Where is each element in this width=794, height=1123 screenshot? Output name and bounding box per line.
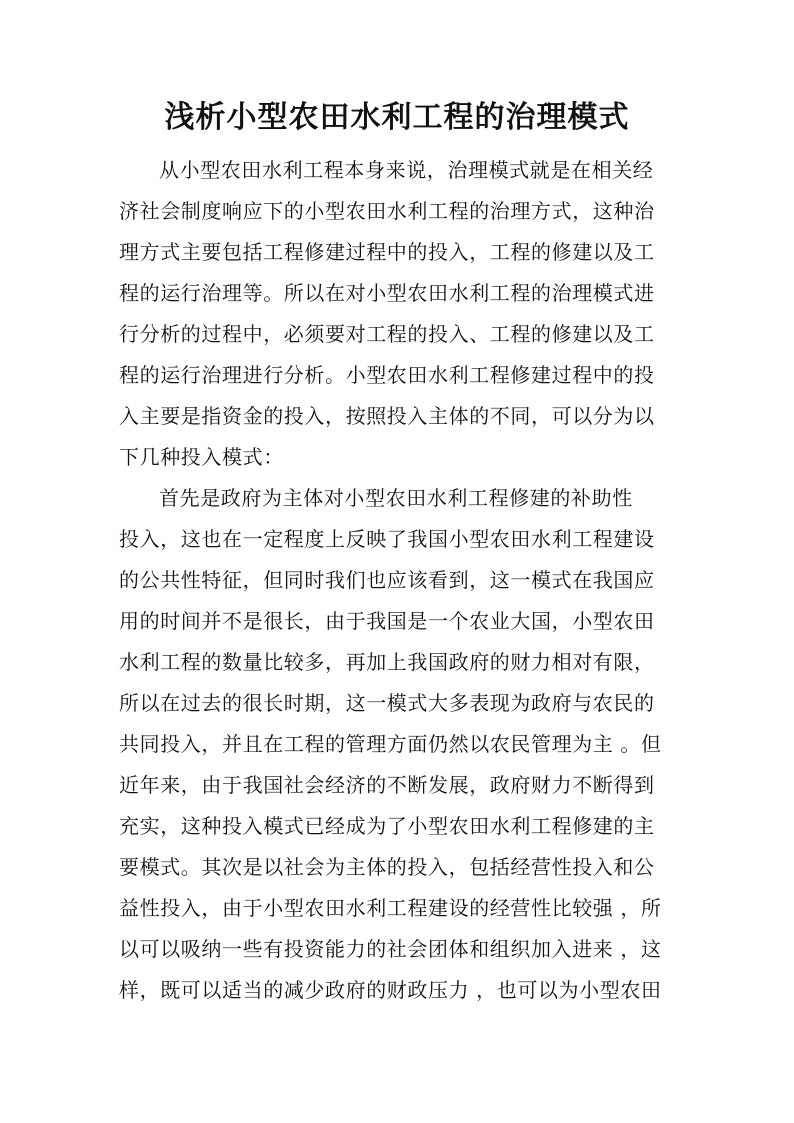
paragraph-line: 程的运行治理进行分析。小型农田水利工程修建过程中的投 [119, 363, 655, 387]
paragraph-line: 下几种投入模式： [119, 445, 284, 469]
paragraph-line: 程的运行治理等。所以在对小型农田水利工程的治理模式进 [119, 281, 655, 305]
paragraph-line: 投入，这也在一定程度上反映了我国小型农田水利工程建设 [119, 527, 655, 551]
paragraph-line: 行分析的过程中，必须要对工程的投入、工程的修建以及工 [119, 322, 655, 346]
paragraph-line: 理方式主要包括工程修建过程中的投入，工程的修建以及工 [119, 240, 655, 264]
paragraph-line: 益性投入，由于小型农田水利工程建设的经营性比较强 ，所 [119, 896, 662, 920]
paragraph-line: 要模式。其次是以社会为主体的投入，包括经营性投入和公 [119, 855, 655, 879]
paragraph-line: 入主要是指资金的投入，按照投入主体的不同，可以分为以 [119, 404, 655, 428]
paragraph-line: 从小型农田水利工程本身来说，治理模式就是在相关经 [159, 158, 654, 182]
paragraph-line: 充实，这种投入模式已经成为了小型农田水利工程修建的主 [119, 814, 655, 838]
document-body [119, 150, 679, 1011]
paragraph-line: 样，既可以适当的减少政府的财政压力 ，也可以为小型农田 [119, 978, 662, 1002]
paragraph-line: 近年来，由于我国社会经济的不断发展，政府财力不断得到 [119, 773, 655, 797]
paragraph-line: 以可以吸纳一些有投资能力的社会团体和组织加入进来 ，这 [119, 937, 662, 961]
paragraph-line: 首先是政府为主体对小型农田水利工程修建的补助性 [159, 486, 633, 510]
paragraph-line: 用的时间并不是很长，由于我国是一个农业大国，小型农田 [119, 609, 655, 633]
paragraph-line: 的公共性特征，但同时我们也应该看到，这一模式在我国应 [119, 568, 655, 592]
paragraph-line: 济社会制度响应下的小型农田水利工程的治理方式，这种治 [119, 199, 655, 223]
paragraph-2 [119, 478, 679, 1011]
document-title: 浅析小型农田水利工程的治理模式 [164, 100, 630, 135]
paragraph-line: 水利工程的数量比较多，再加上我国政府的财力相对有限， [119, 650, 655, 674]
paragraph-1 [119, 150, 679, 478]
paragraph-line: 所以在过去的很长时期，这一模式大多表现为政府与农民的 [119, 691, 655, 715]
paragraph-line: 共同投入，并且在工程的管理方面仍然以农民管理为主 。但 [119, 732, 662, 756]
